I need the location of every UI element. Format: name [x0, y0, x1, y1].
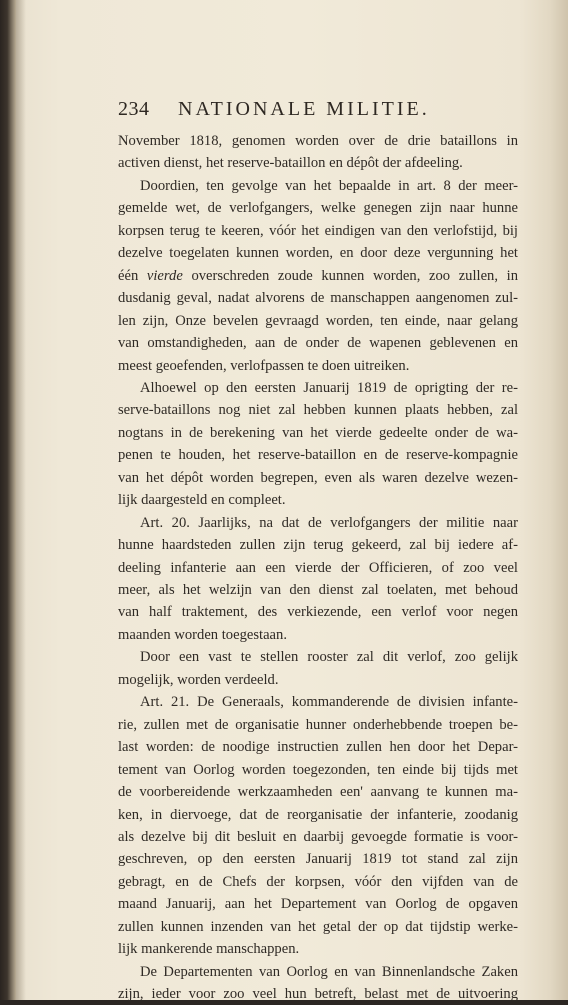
text-line: hunne haardsteden zullen zijn terug gekeerd, zal bij iedere af- — [118, 537, 518, 554]
running-head: NATIONALE MILITIE. — [178, 98, 430, 120]
text-line: zijn, ieder voor zoo veel hun betreft, belast met de uitvoering — [118, 986, 518, 1003]
text-line: nogtans in de berekening van het vierde gedeelte onder de wa- — [118, 424, 518, 441]
text-line: rie, zullen met de organisatie hunner onderhebbende troepen be- — [118, 716, 518, 733]
text-span: één — [118, 267, 147, 284]
text-line: maanden worden toegestaan. — [118, 626, 287, 643]
text-line: lijk mankerende manschappen. — [118, 941, 300, 958]
text-line: dezelve toegelaten kunnen worden, en door deze vergunning het — [118, 245, 518, 262]
text-line: gebragt, en de Chefs der korpsen, vóór den vijfden van de — [118, 873, 518, 890]
italic-word: vierde — [146, 267, 183, 284]
text-line: tement van Oorlog worden toegezonden, ten einde bij tijds met — [118, 761, 518, 778]
text-line: als dezelve bij dit besluit en daarbij gevoegde formatie is voor- — [118, 828, 518, 845]
text-line: Art. 20. Jaarlijks, na dat de verlofgangers der militie naar — [140, 514, 518, 531]
text-line: van half traktement, des verkiezende, een verlof voor negen — [118, 604, 518, 621]
text-line: deeling infanterie aan een vierde der Officieren, of zoo veel — [118, 559, 518, 576]
text-line: De Departementen van Oorlog en van Binnenlandsche Zaken — [140, 963, 518, 980]
text-line: geschreven, op den eersten Januarij 1819 tot stand zal zijn — [118, 851, 518, 868]
text-line: zullen kunnen inzenden van het getal der op dat tijdstip werke- — [118, 918, 518, 935]
text-line: dusdanig geval, nadat alvorens de manschappen aangenomen zul- — [118, 290, 518, 307]
text-line: mogelijk, worden verdeeld. — [118, 671, 279, 688]
text-line: meer, als het welzijn van den dienst zal toelaten, met behoud — [118, 582, 518, 598]
text-span: overschreden zoude kunnen worden, zoo zullen, in — [182, 267, 518, 284]
text-line: meest geoefenden, verlofpassen te doen uitreiken. — [118, 357, 410, 374]
text-line: activen dienst, het reserve-bataillon en dépôt der afdeeling. — [118, 155, 463, 172]
text-line: Doordien, ten gevolge van het bepaalde in art. 8 der meer- — [140, 177, 518, 194]
text-line: van het dépôt worden begrepen, even als waren dezelve wezen- — [118, 469, 518, 486]
text-line: van omstandigheden, aan de onder de wapenen geblevenen en — [118, 335, 518, 352]
text-line: de voorbereidende werkzaamheden een' aanvang te kunnen ma- — [118, 784, 518, 801]
text-line: November 1818, genomen worden over de drie bataillons in — [118, 133, 518, 149]
text-line: korpsen terug te keeren, vóór het eindigen van den verlofstijd, bij — [118, 222, 518, 239]
page-header — [118, 98, 440, 124]
text-line: lijk daargesteld en compleet. — [118, 492, 286, 509]
text-line: ken, in diervoege, dat de reorganisatie der infanterie, zoodanig — [118, 806, 518, 823]
text-line: maand Januarij, aan het Departement van Oorlog de opgaven — [118, 896, 518, 913]
text-line: last worden: de noodige instructien zullen hen door het Depar- — [118, 739, 518, 756]
text-line: len zijn, Onze bevelen gevraagd worden, ten einde, naar gelang — [118, 312, 518, 329]
page-number: 234 — [118, 98, 150, 120]
text-line: Art. 21. De Generaals, kommanderende de divisien infante- — [140, 694, 518, 711]
text-line: Door een vast te stellen rooster zal dit verlof, zoo gelijk — [140, 649, 518, 666]
text-line: gemelde wet, de verlofgangers, welke genegen zijn naar hunne — [118, 200, 518, 217]
text-line: Alhoewel op den eersten Januarij 1819 de oprigting der re- — [140, 379, 518, 396]
text-line — [118, 265, 518, 287]
text-line: penen te houden, het reserve-bataillon en de reserve-kompagnie — [118, 447, 518, 464]
text-line: serve-bataillons nog niet zal hebben kunnen plaats hebben, zal — [118, 402, 518, 419]
